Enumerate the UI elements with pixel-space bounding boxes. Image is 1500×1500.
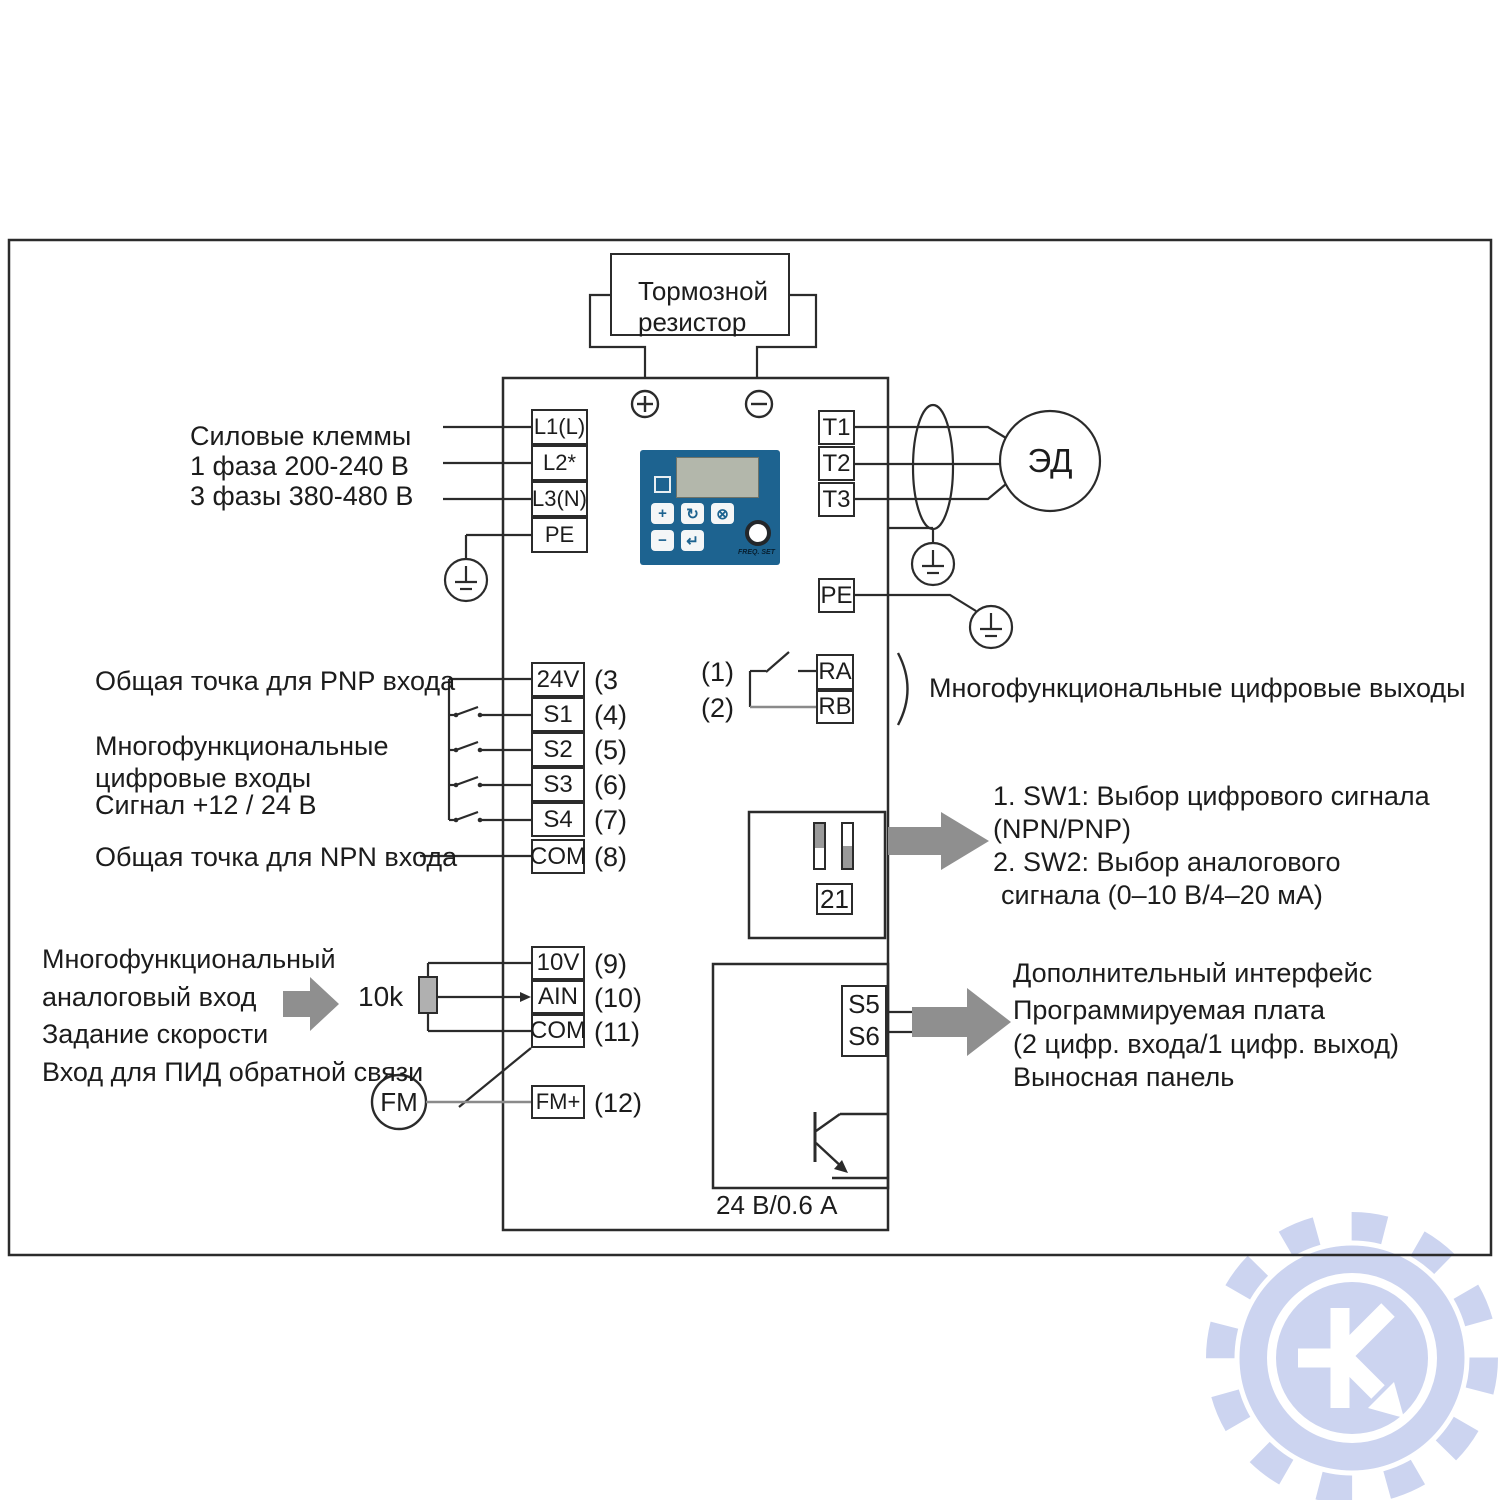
ain-arrowhead [520, 992, 531, 1002]
minus-button: − [651, 530, 674, 551]
terminal-t3: T3 [818, 482, 855, 517]
terminal-s3-number: (6) [594, 770, 627, 800]
fm-meter-label: FM [380, 1086, 418, 1117]
terminal-fm-plus: FM+ [531, 1085, 585, 1119]
terminal-ain-number: (10) [594, 983, 643, 1013]
terminal-com-number: (8) [594, 842, 627, 872]
terminal-rb: RB [816, 690, 854, 724]
pe-right-wire [855, 595, 976, 611]
terminal-com-digital: COM [531, 839, 585, 874]
relay-contact [750, 652, 816, 707]
analog-caption-1: Многофункциональный [42, 944, 336, 974]
option-caption-2: Программируемая плата [1013, 995, 1326, 1025]
relay-contact-1-label: (1) [701, 657, 734, 687]
ground-icon [970, 606, 1012, 648]
brace-right [898, 653, 908, 725]
arrow-right-icon [912, 988, 1011, 1056]
terminal-10v: 10V [531, 946, 585, 980]
analog-caption-4: Вход для ПИД обратной связи [42, 1057, 424, 1087]
power-input-wires [443, 427, 531, 558]
enter-button: ↵ [681, 530, 704, 551]
keypad-display [676, 457, 759, 498]
dip-block-label: 21 [816, 883, 853, 915]
terminal-10v-number: (9) [594, 949, 627, 979]
arrow-right-icon [888, 812, 989, 870]
switch-icon [449, 812, 531, 820]
sw2-switch [841, 822, 854, 870]
dc-plus-icon [632, 391, 658, 417]
terminal-24v: 24V [531, 662, 585, 697]
digital-caption-2: цифровые входы [95, 763, 312, 793]
motor-label: ЭД [1027, 442, 1073, 479]
switch-icon [449, 707, 531, 715]
analog-caption-2: аналоговый вход [42, 982, 257, 1012]
pot-value-label: 10k [358, 981, 404, 1012]
terminal-l3: L3(N) [531, 481, 588, 517]
terminal-pe-right: PE [818, 578, 855, 613]
switch-icon [449, 742, 531, 750]
fm-com-diagonal [459, 1048, 531, 1107]
npn-caption: Общая точка для NPN входа [95, 842, 458, 872]
arrow-right-icon [283, 977, 339, 1031]
relay-contact-2-label: (2) [701, 693, 734, 723]
sw-note-3: 2. SW2: Выбор аналогового [993, 847, 1341, 877]
terminal-s5: S5 [848, 988, 880, 1019]
relay-outputs-caption: Многофункциональные цифровые выходы [929, 673, 1466, 703]
switch-contact-dots [454, 713, 483, 823]
digital-caption-1: Многофункциональные [95, 731, 389, 761]
terminal-ra: RA [816, 654, 854, 690]
plus-button: + [651, 503, 674, 524]
transistor-icon [815, 1112, 888, 1178]
terminal-t1: T1 [818, 410, 855, 445]
terminal-s2-number: (5) [594, 735, 627, 765]
terminal-s1: S1 [531, 697, 585, 732]
terminal-24v-number: (3 [594, 665, 619, 695]
terminal-s2: S2 [531, 732, 585, 767]
gear-logo-watermark [1222, 1228, 1482, 1488]
stop-button: ⊗ [711, 503, 734, 524]
power-caption-1: Силовые клеммы [190, 421, 412, 451]
terminal-s3: S3 [531, 767, 585, 802]
ground-icon [445, 559, 487, 601]
switch-icon [449, 777, 531, 785]
analog-wires [428, 963, 531, 1031]
digital-input-wires [420, 679, 531, 856]
terminal-com-analog: COM [531, 1014, 585, 1048]
run-button: ↻ [681, 503, 704, 524]
brake-resistor-label-2: резистор [638, 307, 747, 337]
terminal-l1: L1(L) [531, 409, 588, 445]
terminal-l2: L2* [531, 445, 588, 481]
brake-resistor-label-1: Тормозной [638, 276, 769, 306]
sw-note-1: 1. SW1: Выбор цифрового сигнала [993, 781, 1430, 811]
collector-rating-label: 24 В/0.6 А [716, 1190, 838, 1220]
terminal-s1-number: (4) [594, 700, 627, 730]
analog-caption-3: Задание скорости [42, 1019, 269, 1049]
potentiometer-icon [419, 977, 437, 1013]
s5-s6-box [841, 985, 887, 1057]
terminal-pe-left: PE [531, 517, 588, 553]
freq-set-knob [745, 520, 771, 546]
sw-note-2: (NPN/PNP) [993, 814, 1132, 844]
brake-resistor-box [610, 253, 790, 336]
terminal-s4-number: (7) [594, 805, 627, 835]
sw1-switch [813, 822, 826, 870]
option-caption-4: Выносная панель [1013, 1062, 1235, 1092]
power-caption-2: 1 фаза 200-240 В [190, 451, 409, 481]
dc-minus-icon [746, 391, 772, 417]
terminal-t2: T2 [818, 446, 855, 481]
digital-caption-3: Сигнал +12 / 24 В [95, 790, 317, 820]
terminal-s6: S6 [848, 1020, 880, 1051]
terminal-s4: S4 [531, 802, 585, 837]
ground-icon [912, 543, 954, 585]
option-caption-3: (2 цифр. входа/1 цифр. выход) [1013, 1029, 1399, 1059]
terminal-ain: AIN [531, 980, 585, 1014]
terminal-com-analog-number: (11) [594, 1017, 641, 1047]
terminal-fm-number: (12) [594, 1088, 643, 1118]
cable-shield-ellipse [913, 405, 953, 529]
keypad-panel [640, 450, 780, 565]
freq-set-label: FREQ. SET [738, 549, 775, 556]
keypad-led-icon [654, 476, 671, 493]
pnp-caption: Общая точка для PNP входа [95, 666, 456, 696]
option-caption-1: Дополнительный интерфейс [1013, 958, 1373, 988]
option-card-wires [887, 1012, 912, 1032]
sw-note-4: сигнала (0–10 В/4–20 мА) [1001, 880, 1323, 910]
power-caption-3: 3 фазы 380-480 В [190, 481, 414, 511]
